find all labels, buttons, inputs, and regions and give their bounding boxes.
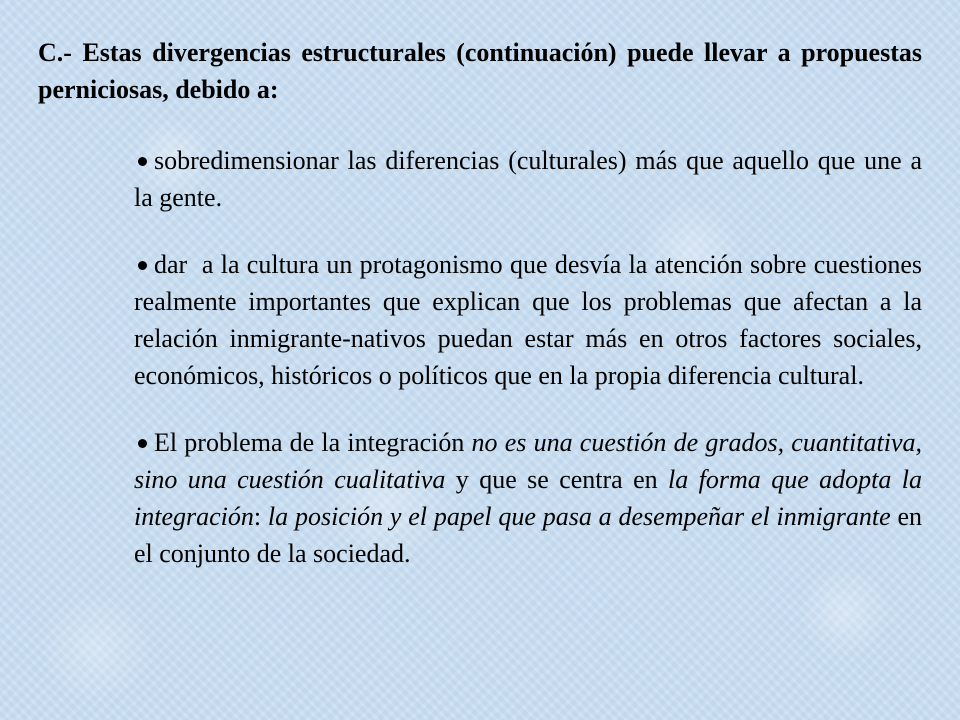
slide-heading: C.- Estas divergencias estructurales (continuación) puede llevar a propuestas perniciosas, debido a: <box>38 38 922 104</box>
bullet-text-italic: la forma que adopta la integración <box>134 465 922 531</box>
bullet-dot-icon <box>138 261 147 270</box>
bullet-text: dar a la cultura un protagonismo que desvía la atención sobre cuestiones realmente importantes que explican que los problemas que afectan a la relación inmigrante-nativos puedan estar más en otros factores sociales, económicos, históricos o políticos que en la propia diferencia cultural. <box>134 250 929 390</box>
bullet-text-italic: no es una cuestión de grados, cuantitativa, sino una cuestión cualitativa <box>134 428 922 494</box>
bullet-item-2 <box>134 246 929 394</box>
bullet-dot-icon <box>138 157 147 166</box>
bullet-text-segment: en el conjunto de la sociedad. <box>134 502 922 568</box>
bullet-text-italic: la posición y el papel que pasa a desempeñar el inmigrante <box>267 502 891 531</box>
bullet-text: sobredimensionar las diferencias (culturales) más que aquello que une a la gente. <box>134 146 922 212</box>
bullet-list <box>134 142 929 572</box>
bullet-item-3 <box>134 424 922 572</box>
bullet-item-1 <box>134 142 922 216</box>
bullet-text-segment: y que se centra en <box>445 465 669 494</box>
bullet-dot-icon <box>138 439 147 448</box>
bullet-text-segment: El problema de la integración <box>154 428 472 457</box>
bullet-text-segment: : <box>253 502 268 531</box>
